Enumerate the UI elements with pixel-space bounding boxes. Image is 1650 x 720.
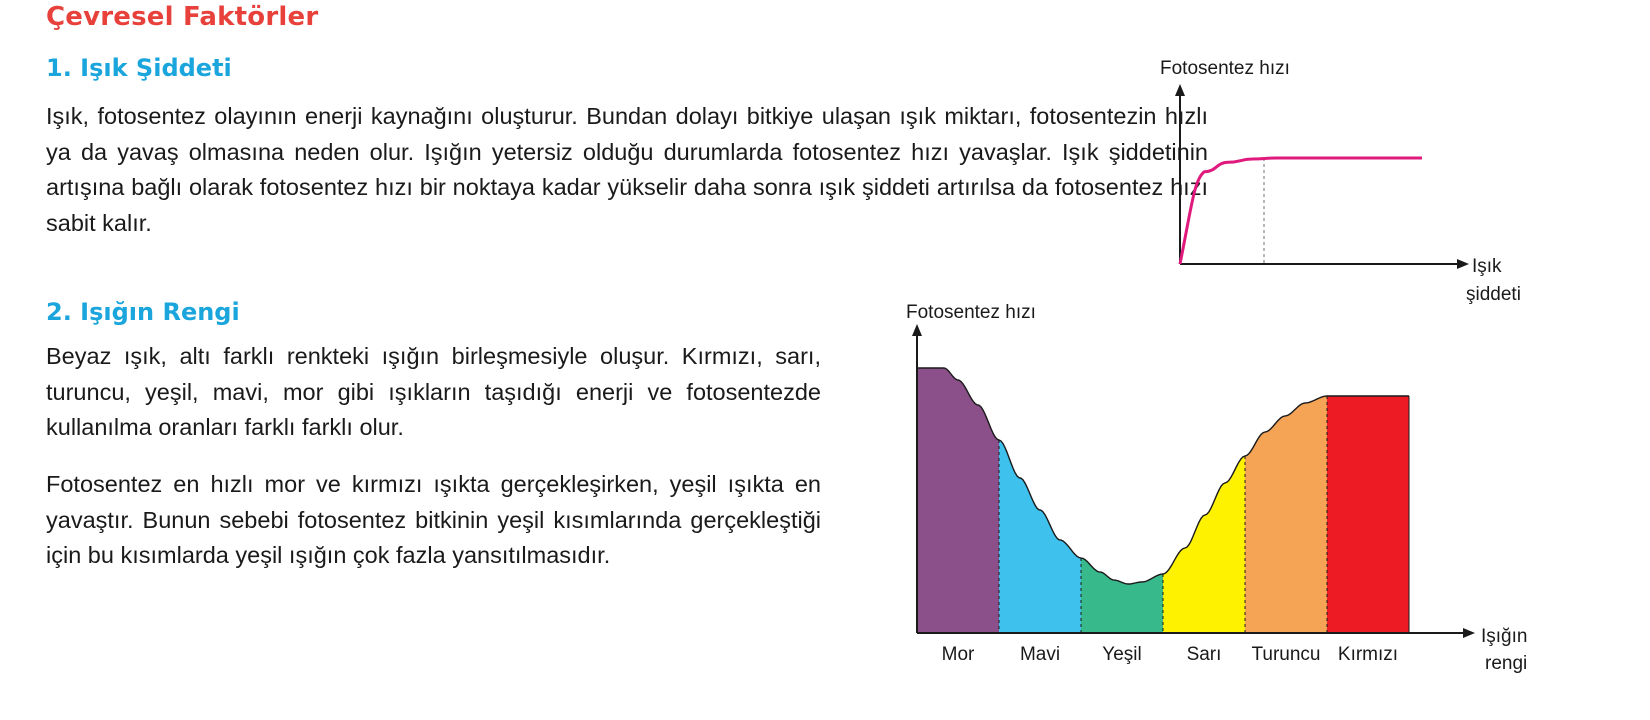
x-tick-label: Kırmızı: [1337, 644, 1399, 665]
band-kırmızı: [1327, 396, 1409, 633]
x-tick-label: Turuncu: [1251, 644, 1321, 665]
chart1-xlabel-line2: şiddeti: [1466, 284, 1521, 305]
chart1-xlabel-line1: Işık: [1472, 256, 1502, 277]
chart1-y-arrow: [1175, 84, 1185, 96]
band-yeşil: [1081, 558, 1163, 633]
chart1-ylabel: Fotosentez hızı: [1160, 58, 1290, 79]
chart1-rate-curve: [1180, 158, 1422, 264]
chart2-curve-outline: [917, 368, 1409, 584]
section1-title: 1. Işık Şiddeti: [46, 54, 232, 82]
band-turuncu: [1245, 396, 1327, 633]
chart2-xlabel-line1: Işığın: [1481, 626, 1528, 647]
section1-paragraph: Işık, fotosentez olayının enerji kaynağını oluşturur. Bundan dolayı bitkiye ulaşan ışık miktarı, fotosentezin hızlı ya da yavaş olmasına neden olur. Işığın yetersiz olduğu durumlarda fotosentez hızı yavaşlar. Işık şiddetinin artışına bağlı olarak fotosentez hızı bir noktaya kadar yükselir daha sonra ışık şiddeti artırılsa da fotosentez hızı sabit kalır.: [46, 103, 1208, 236]
x-tick-label: Mavi: [1019, 644, 1061, 665]
section2-title: 2. Işığın Rengi: [46, 298, 240, 326]
chart2-x-arrow: [1463, 628, 1475, 638]
chart1-x-arrow: [1457, 259, 1469, 269]
band-mor: [917, 368, 999, 633]
chart2-xlabel-line2: rengi: [1485, 653, 1528, 674]
band-sarı: [1163, 456, 1245, 633]
chart2-ylabel: Fotosentez hızı: [906, 302, 1036, 323]
page-heading: Çevresel Faktörler: [46, 2, 319, 32]
chart2-y-arrow: [912, 324, 922, 336]
x-tick-label: Mor: [941, 644, 975, 665]
section2-paragraph1: Beyaz ışık, altı farklı renkteki ışığın birleşmesiyle oluşur. Kırmızı, sarı, turuncu, yeşil, mavi, mor gibi ışıkların taşıdığı enerji ve fotosentezde kullanılma oranları farklı farklı olur.: [46, 343, 821, 440]
section2-paragraph2: Fotosentez en hızlı mor ve kırmızı ışıkta gerçekleşirken, yeşil ışıkta en yavaştır. Bunun sebebi fotosentez bitkinin yeşil kısımlarında gerçekleştiği için bu kısımlarda yeşil ışığın çok fazla yansıtılmasıdır.: [46, 471, 821, 568]
x-tick-label: Sarı: [1186, 644, 1222, 665]
x-tick-label: Yeşil: [1102, 644, 1142, 665]
band-mavi: [999, 440, 1081, 633]
